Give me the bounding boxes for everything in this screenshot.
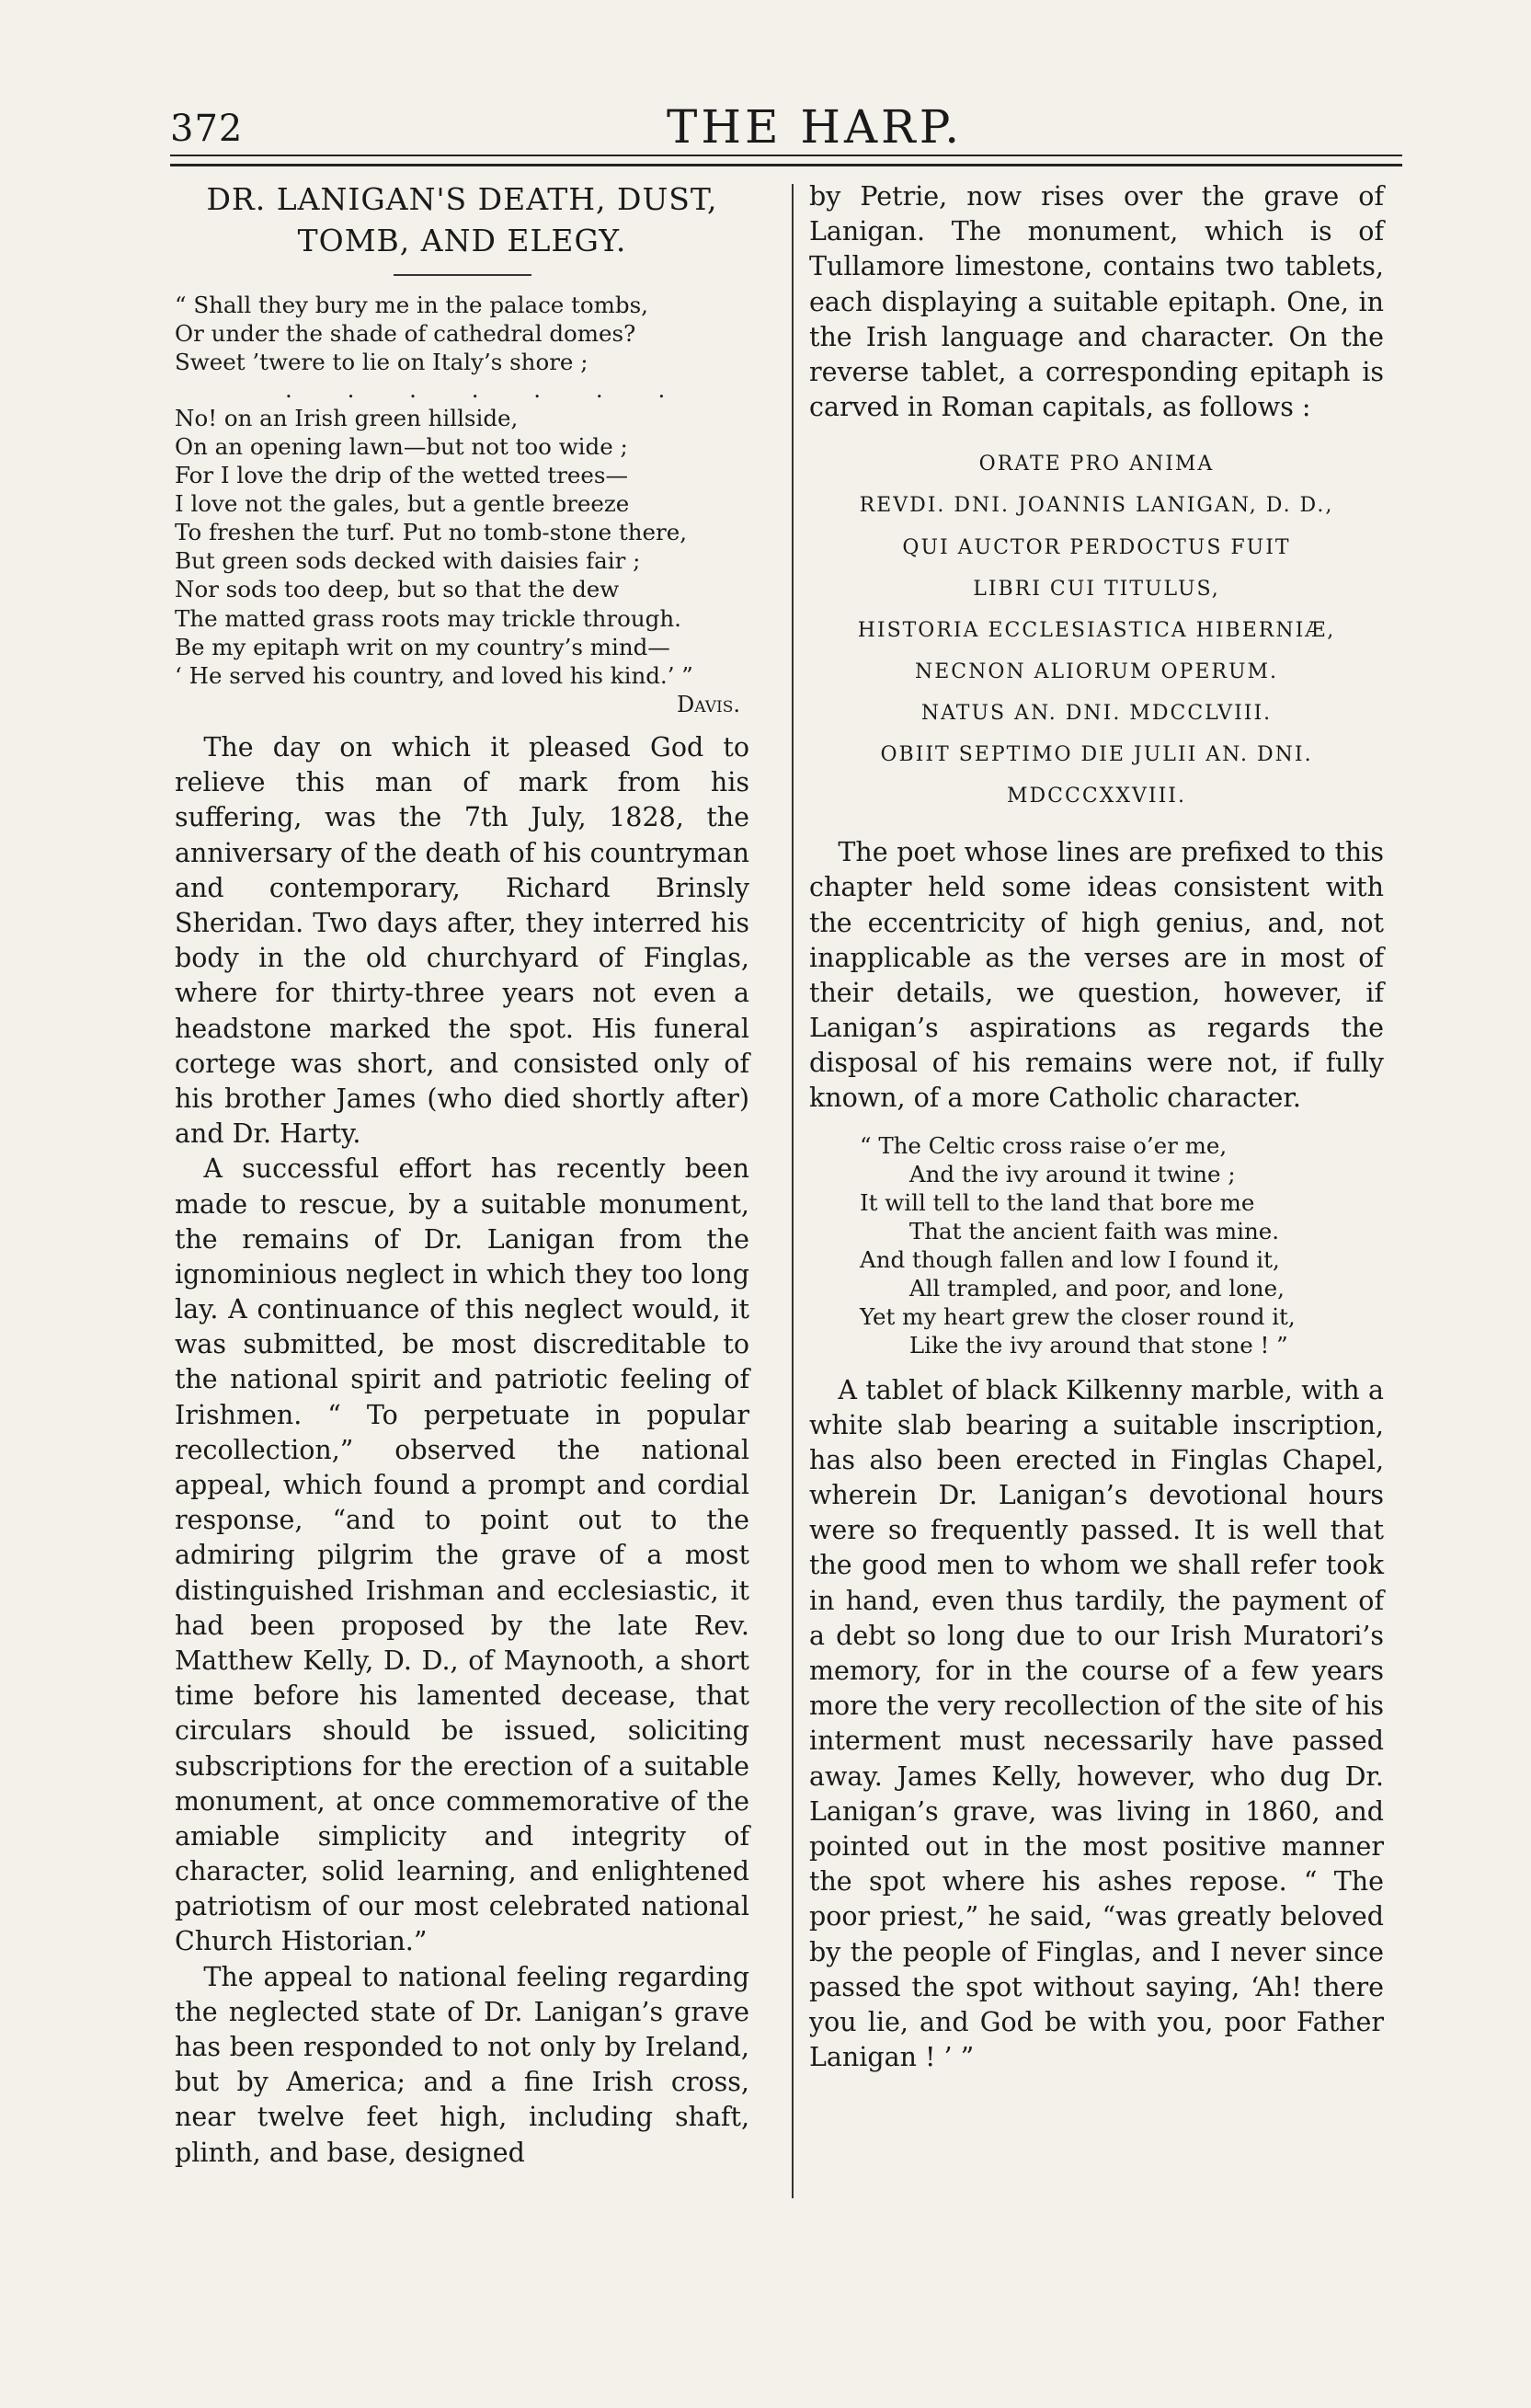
verse-line: That the ancient faith was mine. bbox=[908, 1217, 1280, 1244]
verse-line: And the ivy around it twine ; bbox=[908, 1160, 1236, 1187]
verse-line: And though fallen and low I found it, bbox=[860, 1246, 1280, 1274]
epitaph-line: LIBRI CUI TITULUS, bbox=[973, 577, 1220, 601]
epigraph-line: But green sods decked with daisies fair ; bbox=[175, 547, 641, 575]
paragraph: The appeal to national feeling regarding the neglected state of Dr. Lanigan’s grave has been responded to not only by Ireland, but by America; and a fine Irish cross, near twelve feet high, including shaft, plinth, and base, designed bbox=[175, 1961, 749, 2168]
verse-line: Yet my heart grew the closer round it, bbox=[860, 1303, 1296, 1331]
title-rule bbox=[394, 274, 531, 276]
paragraph: A tablet of black Kilkenny marble, with a white slab bearing a suitable inscription, has also been erected in Finglas Chapel, wherein Dr. Lanigan’s devotional hours were so frequently passed. It is well that the good men to whom we shall refer took in hand, even thus tardily, the payment of a debt so long due to our Irish Muratori’s memory, for in the course of a few years more the very recollection of the site of his interment must necessarily have passed away. James Kelly, however, who dug Dr. Lanigan’s grave, was living in 1860, and pointed out in the most positive manner the spot where his ashes repose. “ The poor priest,” he said, “was greatly beloved by the people of Finglas, and I never since passed the spot without saying, ‘Ah! there you lie, and God be with you, poor Father Lanigan ! ’ ” bbox=[809, 1374, 1384, 2073]
epitaph-line: MDCCCXXVIII. bbox=[1007, 785, 1186, 808]
paragraph: A successful effort has recently been made to rescue, by a suitable monument, the remains of Dr. Lanigan from the ignominious neglect in which they too long lay. A continuance of this neglect would, it was submitted, be most discreditable to the national spirit and patriotic feeling of Irishmen. “ To perpetuate in popular recollection,” observed the national appeal, which found a prompt and cordial response, “and to point out to the admiring pilgrim the grave of a most distinguished Irishman and ecclesiastic, it had been proposed by the late Rev. Matthew Kelly, D. D., of Maynooth, a short time before his lamented decease, that circulars should be issued, soliciting subscriptions for the erection of a suitable monument, at once commemorative of the amiable simplicity and integrity of character, solid learning, and enlightened patriotism of our most celebrated national Church Historian.” bbox=[175, 1153, 749, 1957]
epigraph-line: Or under the shade of cathedral domes? bbox=[175, 320, 636, 348]
paragraph: The poet whose lines are prefixed to this chapter held some ideas consistent with the eccentricity of high genius, and, not inapplicable as the verses are in most of their details, we question, however, if Lanigan’s aspirations as regards the disposal of his remains were not, if fully known, of a more Catholic character. bbox=[809, 837, 1384, 1114]
page-number: 372 bbox=[170, 108, 244, 150]
epigraph-line: For I love the drip of the wetted trees— bbox=[175, 462, 628, 489]
verse-stanza bbox=[809, 1131, 1384, 1360]
epigraph-line: No! on an Irish green hillside, bbox=[175, 404, 519, 431]
right-column bbox=[809, 179, 1384, 2075]
verse-line: It will tell to the land that bore me bbox=[860, 1188, 1255, 1216]
epitaph-inscription bbox=[809, 443, 1384, 817]
header-rule-double bbox=[170, 164, 1402, 166]
left-column bbox=[175, 179, 749, 2171]
epigraph-line: The matted grass roots may trickle through. bbox=[175, 604, 681, 632]
epigraph-line: On an opening lawn—but not too wide ; bbox=[175, 432, 628, 460]
article-title bbox=[175, 179, 749, 261]
epitaph-line: HISTORIA ECCLESIASTICA HIBERNIÆ, bbox=[857, 618, 1336, 642]
epigraph-line: “ Shall they bury me in the palace tombs, bbox=[175, 292, 648, 319]
epigraph-line: Nor sods too deep, but so that the dew bbox=[175, 576, 620, 603]
epigraph-line: Sweet ’twere to lie on Italy’s shore ; bbox=[175, 349, 588, 376]
epigraph-line: ‘ He served his country, and loved his kind.’ ” bbox=[175, 661, 693, 689]
paragraph: The day on which it pleased God to relieve this man of mark from his suffering, was the 7th July, 1828, the anniversary of the death of his countryman and contemporary, Richard Brinsly Sheridan. Two days after, they interred his body in the old churchyard of Finglas, where for thirty-three years not even a headstone marked the spot. His funeral cortege was short, and consisted only of his brother James (who died shortly after) and Dr. Harty. bbox=[175, 732, 749, 1150]
article-title-line-2: TOMB, AND ELEGY. bbox=[297, 222, 627, 258]
epitaph-line: OBIIT SEPTIMO DIE JULII AN. DNI. bbox=[880, 742, 1313, 766]
verse-line: All trampled, and poor, and lone, bbox=[908, 1275, 1285, 1302]
column-divider bbox=[792, 184, 794, 2198]
page-header bbox=[170, 97, 1402, 152]
epitaph-line: NECNON ALIORUM OPERUM. bbox=[914, 659, 1279, 683]
paragraph: by Petrie, now rises over the grave of Lanigan. The monument, which is of Tullamore limestone, contains two tablets, each displaying a suitable epitaph. One, in the Irish language and character. On the reverse tablet, a corresponding epitaph is carved in Roman capitals, as follows : bbox=[809, 181, 1384, 423]
epigraph-line: I love not the gales, but a gentle breeze bbox=[175, 490, 630, 518]
verse-line: “ The Celtic cross raise o’er me, bbox=[860, 1131, 1228, 1159]
epigraph-line: To freshen the turf. Put no tomb-stone there, bbox=[175, 519, 688, 546]
epitaph-line: REVDI. DNI. JOANNIS LANIGAN, D. D., bbox=[859, 494, 1334, 518]
ellipsis-dots: . . . . . . . bbox=[285, 376, 690, 404]
epitaph-line: ORATE PRO ANIMA bbox=[978, 453, 1215, 476]
epigraph bbox=[175, 291, 749, 690]
epitaph-line: NATUS AN. DNI. MDCCLVIII. bbox=[920, 701, 1273, 725]
header-rule bbox=[170, 155, 1402, 156]
running-title: THE HARP. bbox=[667, 100, 964, 154]
epigraph-line: Be my epitaph writ on my country’s mind— bbox=[175, 633, 670, 660]
article-title-line-1: DR. LANIGAN'S DEATH, DUST, bbox=[206, 181, 718, 217]
epigraph-author: Davis. bbox=[677, 691, 740, 717]
epitaph-line: QUI AUCTOR PERDOCTUS FUIT bbox=[902, 535, 1291, 559]
verse-line: Like the ivy around that stone ! ” bbox=[908, 1332, 1288, 1359]
